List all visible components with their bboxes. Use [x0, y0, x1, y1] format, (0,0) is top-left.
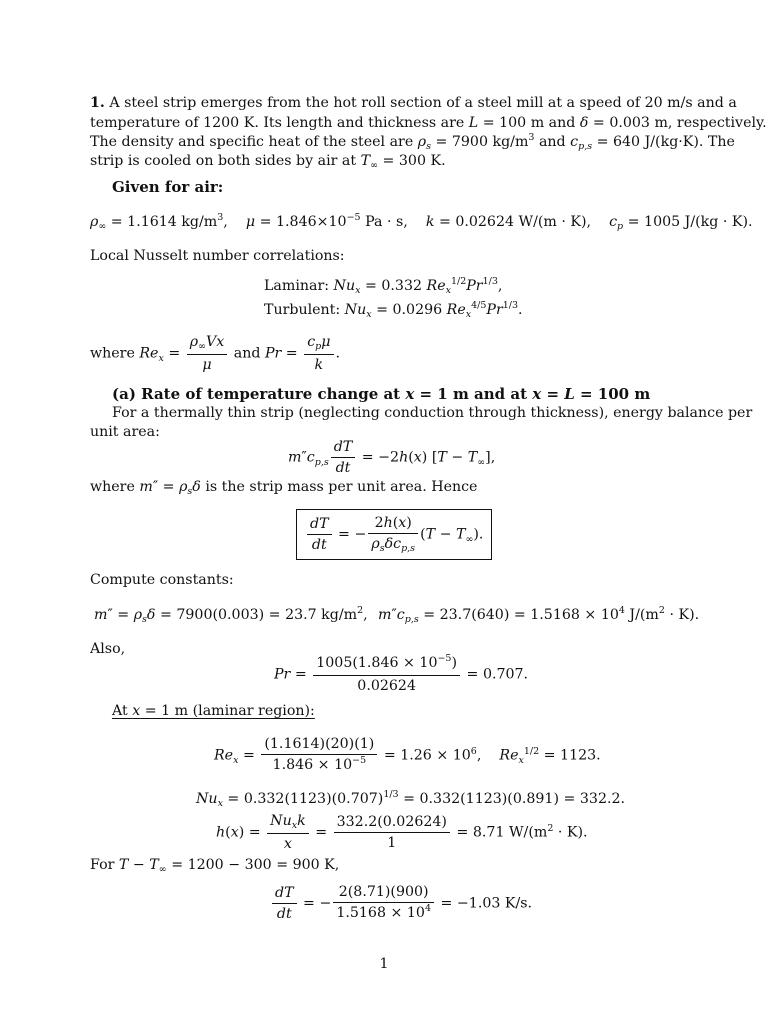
- thin-strip-text-1: For a thermally thin strip (neglecting conduction through thickness), energy balance per: [112, 405, 753, 421]
- page-number: 1: [379, 956, 389, 972]
- problem-line-1: 1. A steel strip emerges from the hot roll section of a steel mill at a speed of 20 m/s and a: [90, 95, 737, 111]
- given-heading: Given for air:: [112, 178, 224, 196]
- problem-number: 1.: [90, 95, 105, 111]
- problem-line-2: temperature of 1200 K. Its length and thickness are L = 100 m and δ = 0.003 m, respectively.: [90, 115, 767, 131]
- problem-line-3: The density and specific heat of the steel are $\rho_s = 7900$ $kg/m^3$ and $c_{p,s} = 640$ J/(kg·K). The: [90, 132, 735, 152]
- constants-mass: $m'' = \rho_s\delta = 7900(0.003) = 23.7$ $kg/m^2$,: [94, 605, 368, 625]
- turbulent-correlation: Turbulent: $Nu_x = 0.0296$ $Re_x^{4/5}Pr^{1/3}$.: [264, 300, 523, 320]
- compute-label: Compute constants:: [90, 572, 234, 588]
- thin-strip-text-2: unit area:: [90, 424, 160, 440]
- correlations-label: Local Nusselt number correlations:: [90, 248, 345, 264]
- part-a-heading: (a) Rate of temperature change at x = 1 m and at x = L = 100 m: [112, 385, 651, 403]
- problem-line-4: strip is cooled on both sides by air at $T_\infty = 300$ K.: [90, 153, 446, 171]
- nusselt-equation: $Nu_x = 0.332(1123)(0.707)^{1/3} = 0.332(1123)(0.891) = 332.2$.: [196, 789, 626, 809]
- energy-balance-equation: $m''c_{p,s}$ $\frac{dT}{dt}$ = −2h(x) $[T - T_\infty]$,: [288, 439, 496, 476]
- h-coefficient-equation: h(x) = $\frac{Nu_xk}{x}$ = $\frac{332.2(0.02624)}{1}$ = 8.71 $W/(m^2 \cdot K)$.: [216, 813, 588, 852]
- delta-t-text: For $T - T_\infty = 1200 - 300 = 900$ K,: [90, 857, 340, 875]
- air-properties: $\rho_\infty = 1.1614$ $kg/m^3$, $\mu = 1.846\times 10^{-5}$ Pa · s, k = 0.02624 W/(m · K), $c_p = 1005$ J/(kg · K).: [90, 212, 753, 232]
- boxed-equation: $\frac{dT}{dt}$ = − $\frac{2h(x)}{\rho_s\delta c_{p,s}}$ $(T - T_\infty)$.: [296, 509, 492, 560]
- also-label: Also,: [90, 641, 126, 657]
- laminar-region-label: At x = 1 m (laminar region):: [112, 703, 315, 719]
- dtdt-equation: $\frac{dT}{dt}$ = − $\frac{2(8.71)(900)}{1.5168 \times 10^4}$ = −1.03 K/s.: [270, 883, 532, 924]
- prandtl-equation: Pr = $\frac{1005(1.846 \times 10^{-5})}{0.02624}$ = 0.707.: [274, 653, 529, 694]
- mass-definition: where $m'' = \rho_s\delta$ is the strip mass per unit area. Hence: [90, 479, 478, 497]
- constants-heat-capacity: $m''c_{p,s} = 23.7(640) = 1.5168 \times 10^4$ $J/(m^2 \cdot K)$.: [378, 605, 700, 625]
- reynolds-equation: $Re_x$ = $\frac{(1.1614)(20)(1)}{1.846 \times 10^{-5}}$ = $1.26 \times 10^6$, $Re_x^{1/2} = 1123$.: [214, 736, 601, 773]
- laminar-correlation: Laminar: $Nu_x = 0.332$ $Re_x^{1/2}Pr^{1/3}$,: [264, 276, 503, 296]
- re-pr-definitions: where $Re_x$ = $\frac{\rho_\infty Vx}{\mu}$ and Pr = $\frac{c_p\mu}{k}$ .: [90, 334, 341, 373]
